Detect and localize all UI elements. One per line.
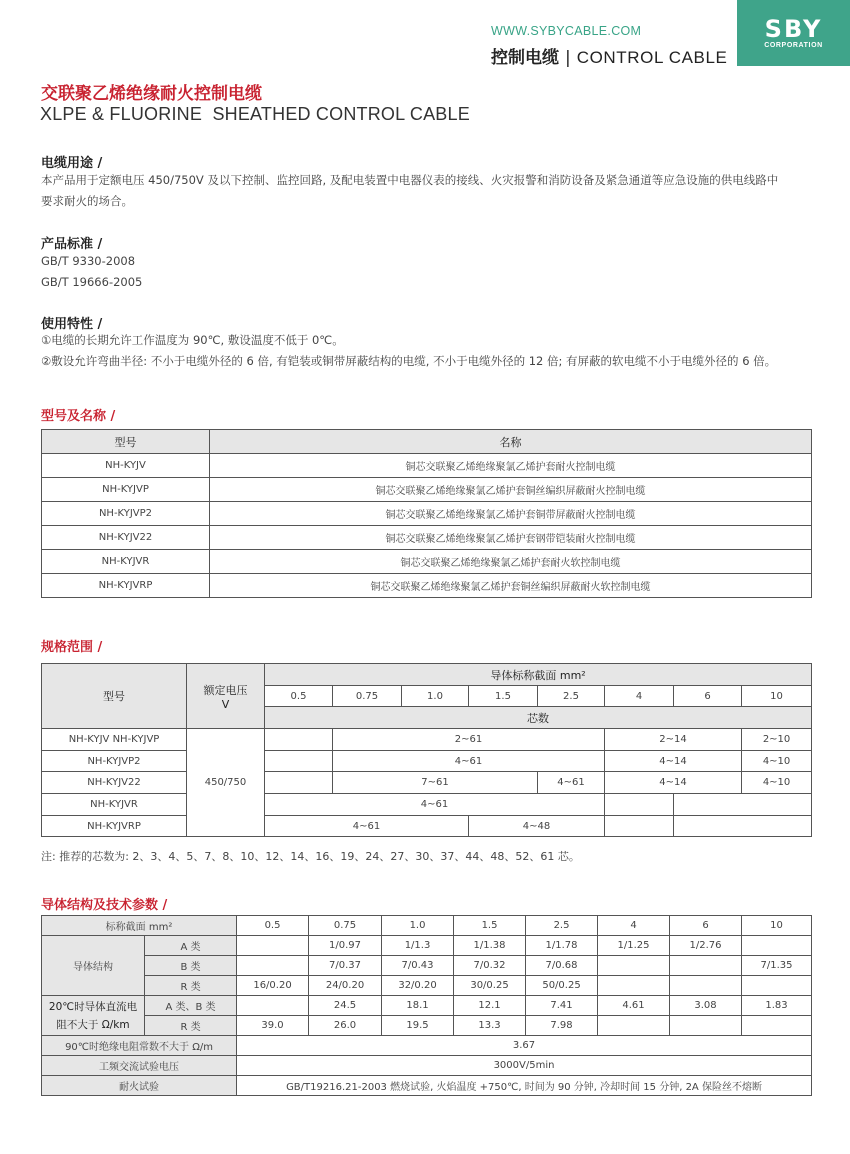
spec-cell: 7~61 (333, 772, 538, 794)
feature-line: ②敷设允许弯曲半径: 不小于电缆外径的 6 倍, 有铠装或铜带屏蔽结构的电缆, 不小于电缆外径的 12 倍; 有屏蔽的软电缆不小于电缆外径的 6 倍。 (41, 354, 777, 368)
section-value: 0.5 (265, 686, 333, 707)
tech-cell: 1/1.78 (526, 936, 598, 956)
tech-cell (237, 936, 309, 956)
resistance-label-line: 阻不大于 Ω/km (56, 1018, 130, 1031)
structure-label: 导体结构 (42, 936, 145, 996)
standard-line: GB/T 19666-2005 (41, 275, 143, 289)
class-r-res-label: R 类 (145, 1016, 237, 1036)
spec-cell (265, 772, 333, 794)
tech-cell: 4.61 (598, 996, 670, 1016)
tech-cell: 13.3 (454, 1016, 526, 1036)
spec-cell: 4~61 (265, 794, 605, 816)
tech-cell: 50/0.25 (526, 976, 598, 996)
section-value: 1.5 (469, 686, 538, 707)
standards-text (41, 251, 142, 293)
spec-cell: 4~14 (605, 751, 742, 772)
spec-col-voltage (187, 664, 265, 729)
spec-table (41, 663, 812, 837)
model-name: 铜芯交联聚乙烯绝缘聚氯乙烯护套耐火控制电缆 (210, 454, 812, 478)
spec-col-model: 型号 (42, 664, 187, 729)
features-text (41, 330, 831, 372)
models-col-model: 型号 (42, 430, 210, 454)
tech-section: 6 (670, 916, 742, 936)
model-name: 铜芯交联聚乙烯绝缘聚氯乙烯护套耐火软控制电缆 (210, 550, 812, 574)
tech-section: 0.75 (309, 916, 382, 936)
model-code: NH-KYJV (42, 454, 210, 478)
tech-section: 4 (598, 916, 670, 936)
class-b-label: B 类 (145, 956, 237, 976)
tech-table (41, 915, 812, 1096)
tech-cell: 1/2.76 (670, 936, 742, 956)
model-name: 铜芯交联聚乙烯绝缘聚氯乙烯护套钢带铠装耐火控制电缆 (210, 526, 812, 550)
usage-text (41, 170, 821, 212)
tech-cell: 24/0.20 (309, 976, 382, 996)
voltage-unit: V (221, 697, 230, 711)
spec-model: NH-KYJVRP (42, 816, 187, 837)
tech-cell: 1/0.97 (309, 936, 382, 956)
tech-cell: 26.0 (309, 1016, 382, 1036)
tech-cell (598, 1016, 670, 1036)
tech-cell (670, 1016, 742, 1036)
tech-cell (237, 956, 309, 976)
model-code: NH-KYJVRP (42, 574, 210, 598)
tech-section: 1.5 (454, 916, 526, 936)
model-code: NH-KYJV22 (42, 526, 210, 550)
tech-section: 0.5 (237, 916, 309, 936)
insulation-value: 3.67 (237, 1036, 812, 1056)
spec-model: NH-KYJVP2 (42, 751, 187, 772)
models-table (41, 429, 812, 598)
tech-cell: 7/0.43 (382, 956, 454, 976)
website-url: WWW.SYBYCABLE.COM (491, 24, 642, 38)
company-logo (737, 0, 850, 66)
spec-cell (265, 751, 333, 772)
feature-line: ①电缆的长期允许工作温度为 90℃, 敷设温度不低于 0℃。 (41, 333, 344, 347)
spec-cell: 2~10 (742, 729, 812, 751)
spec-cell (674, 794, 812, 816)
tech-section: 10 (742, 916, 812, 936)
spec-cell: 4~61 (333, 751, 605, 772)
resistance-label (42, 996, 145, 1036)
model-name: 铜芯交联聚乙烯绝缘聚氯乙烯护套铜丝编织屏蔽耐火软控制电缆 (210, 574, 812, 598)
model-name: 铜芯交联聚乙烯绝缘聚氯乙烯护套铜带屏蔽耐火控制电缆 (210, 502, 812, 526)
tech-cell (742, 1016, 812, 1036)
tech-cell: 32/0.20 (382, 976, 454, 996)
voltage-label: 额定电压 (203, 683, 248, 697)
category-cn: 控制电缆 (491, 48, 559, 68)
spec-cell: 4~10 (742, 751, 812, 772)
test-voltage-value: 3000V/5min (237, 1056, 812, 1076)
class-ab-label: A 类、B 类 (145, 996, 237, 1016)
model-name: 铜芯交联聚乙烯绝缘聚氯乙烯护套铜丝编织屏蔽耐火控制电缆 (210, 478, 812, 502)
fire-test-label: 耐火试验 (42, 1076, 237, 1096)
spec-cell (605, 816, 674, 837)
logo-subtitle: CORPORATION (764, 42, 823, 49)
resistance-label-line: 20℃时导体直流电 (48, 1000, 138, 1013)
standards-heading: 产品标准 / (41, 237, 103, 252)
spec-model: NH-KYJV22 (42, 772, 187, 794)
tech-cell: 7/0.68 (526, 956, 598, 976)
spec-note: 注: 推荐的芯数为: 2、3、4、5、7、8、10、12、14、16、19、24、27、30、37、44、48、52、61 芯。 (41, 850, 580, 863)
class-a-label: A 类 (145, 936, 237, 956)
model-code: NH-KYJVP (42, 478, 210, 502)
tech-section: 1.0 (382, 916, 454, 936)
category-separator: | (565, 48, 571, 68)
spec-cell: 4~61 (538, 772, 605, 794)
category-header (491, 43, 728, 68)
usage-heading: 电缆用途 / (41, 156, 103, 171)
product-title-en: XLPE & FLUORINE SHEATHED CONTROL CABLE (40, 104, 470, 124)
spec-cell (674, 816, 812, 837)
tech-cell: 30/0.25 (454, 976, 526, 996)
tech-cell: 7/1.35 (742, 956, 812, 976)
usage-line: 要求耐火的场合。 (41, 194, 133, 208)
tech-cell: 1.83 (742, 996, 812, 1016)
category-en: CONTROL CABLE (576, 48, 728, 67)
tech-cell: 1/1.38 (454, 936, 526, 956)
models-col-name: 名称 (210, 430, 812, 454)
tech-cell (598, 976, 670, 996)
tech-cell: 7/0.32 (454, 956, 526, 976)
section-value: 6 (674, 686, 742, 707)
spec-cell (265, 729, 333, 751)
model-code: NH-KYJVR (42, 550, 210, 574)
spec-cell (605, 794, 674, 816)
model-code: NH-KYJVP2 (42, 502, 210, 526)
tech-cell: 16/0.20 (237, 976, 309, 996)
section-value: 1.0 (402, 686, 469, 707)
tech-cell (670, 976, 742, 996)
usage-line: 本产品用于定额电压 450/750V 及以下控制、监控回路, 及配电装置中电器仪表的接线、火灾报警和消防设备及紧急通道等应急设施的供电线路中 (41, 173, 779, 187)
tech-cell: 18.1 (382, 996, 454, 1016)
spec-cell: 4~48 (469, 816, 605, 837)
tech-cell: 1/1.25 (598, 936, 670, 956)
features-heading: 使用特性 / (41, 317, 103, 332)
spec-col-section: 导体标称截面 mm² (265, 664, 812, 686)
tech-cell: 24.5 (309, 996, 382, 1016)
spec-cell: 4~61 (265, 816, 469, 837)
tech-cell: 7/0.37 (309, 956, 382, 976)
tech-heading: 导体结构及技术参数 / (41, 898, 168, 913)
section-value: 0.75 (333, 686, 402, 707)
logo-mark: SBY (764, 15, 823, 43)
section-value: 2.5 (538, 686, 605, 707)
spec-cell: 2~14 (605, 729, 742, 751)
spec-model: NH-KYJVR (42, 794, 187, 816)
tech-col-section: 标称截面 mm² (42, 916, 237, 936)
spec-voltage: 450/750 (187, 729, 265, 837)
tech-section: 2.5 (526, 916, 598, 936)
section-value: 10 (742, 686, 812, 707)
fire-test-value: GB/T19216.21-2003 燃烧试验, 火焰温度 +750℃, 时间为 90 分钟, 冷却时间 15 分钟, 2A 保险丝不熔断 (237, 1076, 812, 1096)
tech-cell (598, 956, 670, 976)
spec-col-cores: 芯数 (265, 707, 812, 729)
tech-cell: 1/1.3 (382, 936, 454, 956)
tech-cell: 7.41 (526, 996, 598, 1016)
spec-cell: 2~61 (333, 729, 605, 751)
standard-line: GB/T 9330-2008 (41, 254, 136, 268)
insulation-label: 90℃时绝缘电阻常数不大于 Ω/m (42, 1036, 237, 1056)
tech-cell (237, 996, 309, 1016)
spec-heading: 规格范围 / (41, 640, 103, 655)
tech-cell: 12.1 (454, 996, 526, 1016)
tech-cell (742, 936, 812, 956)
section-value: 4 (605, 686, 674, 707)
test-voltage-label: 工频交流试验电压 (42, 1056, 237, 1076)
spec-cell: 4~14 (605, 772, 742, 794)
product-title-cn: 交联聚乙烯绝缘耐火控制电缆 (41, 84, 262, 104)
tech-cell: 39.0 (237, 1016, 309, 1036)
class-r-label: R 类 (145, 976, 237, 996)
models-heading: 型号及名称 / (41, 409, 116, 424)
tech-cell (742, 976, 812, 996)
tech-cell: 7.98 (526, 1016, 598, 1036)
tech-cell: 3.08 (670, 996, 742, 1016)
spec-cell: 4~10 (742, 772, 812, 794)
tech-cell: 19.5 (382, 1016, 454, 1036)
tech-cell (670, 956, 742, 976)
spec-model: NH-KYJV NH-KYJVP (42, 729, 187, 751)
